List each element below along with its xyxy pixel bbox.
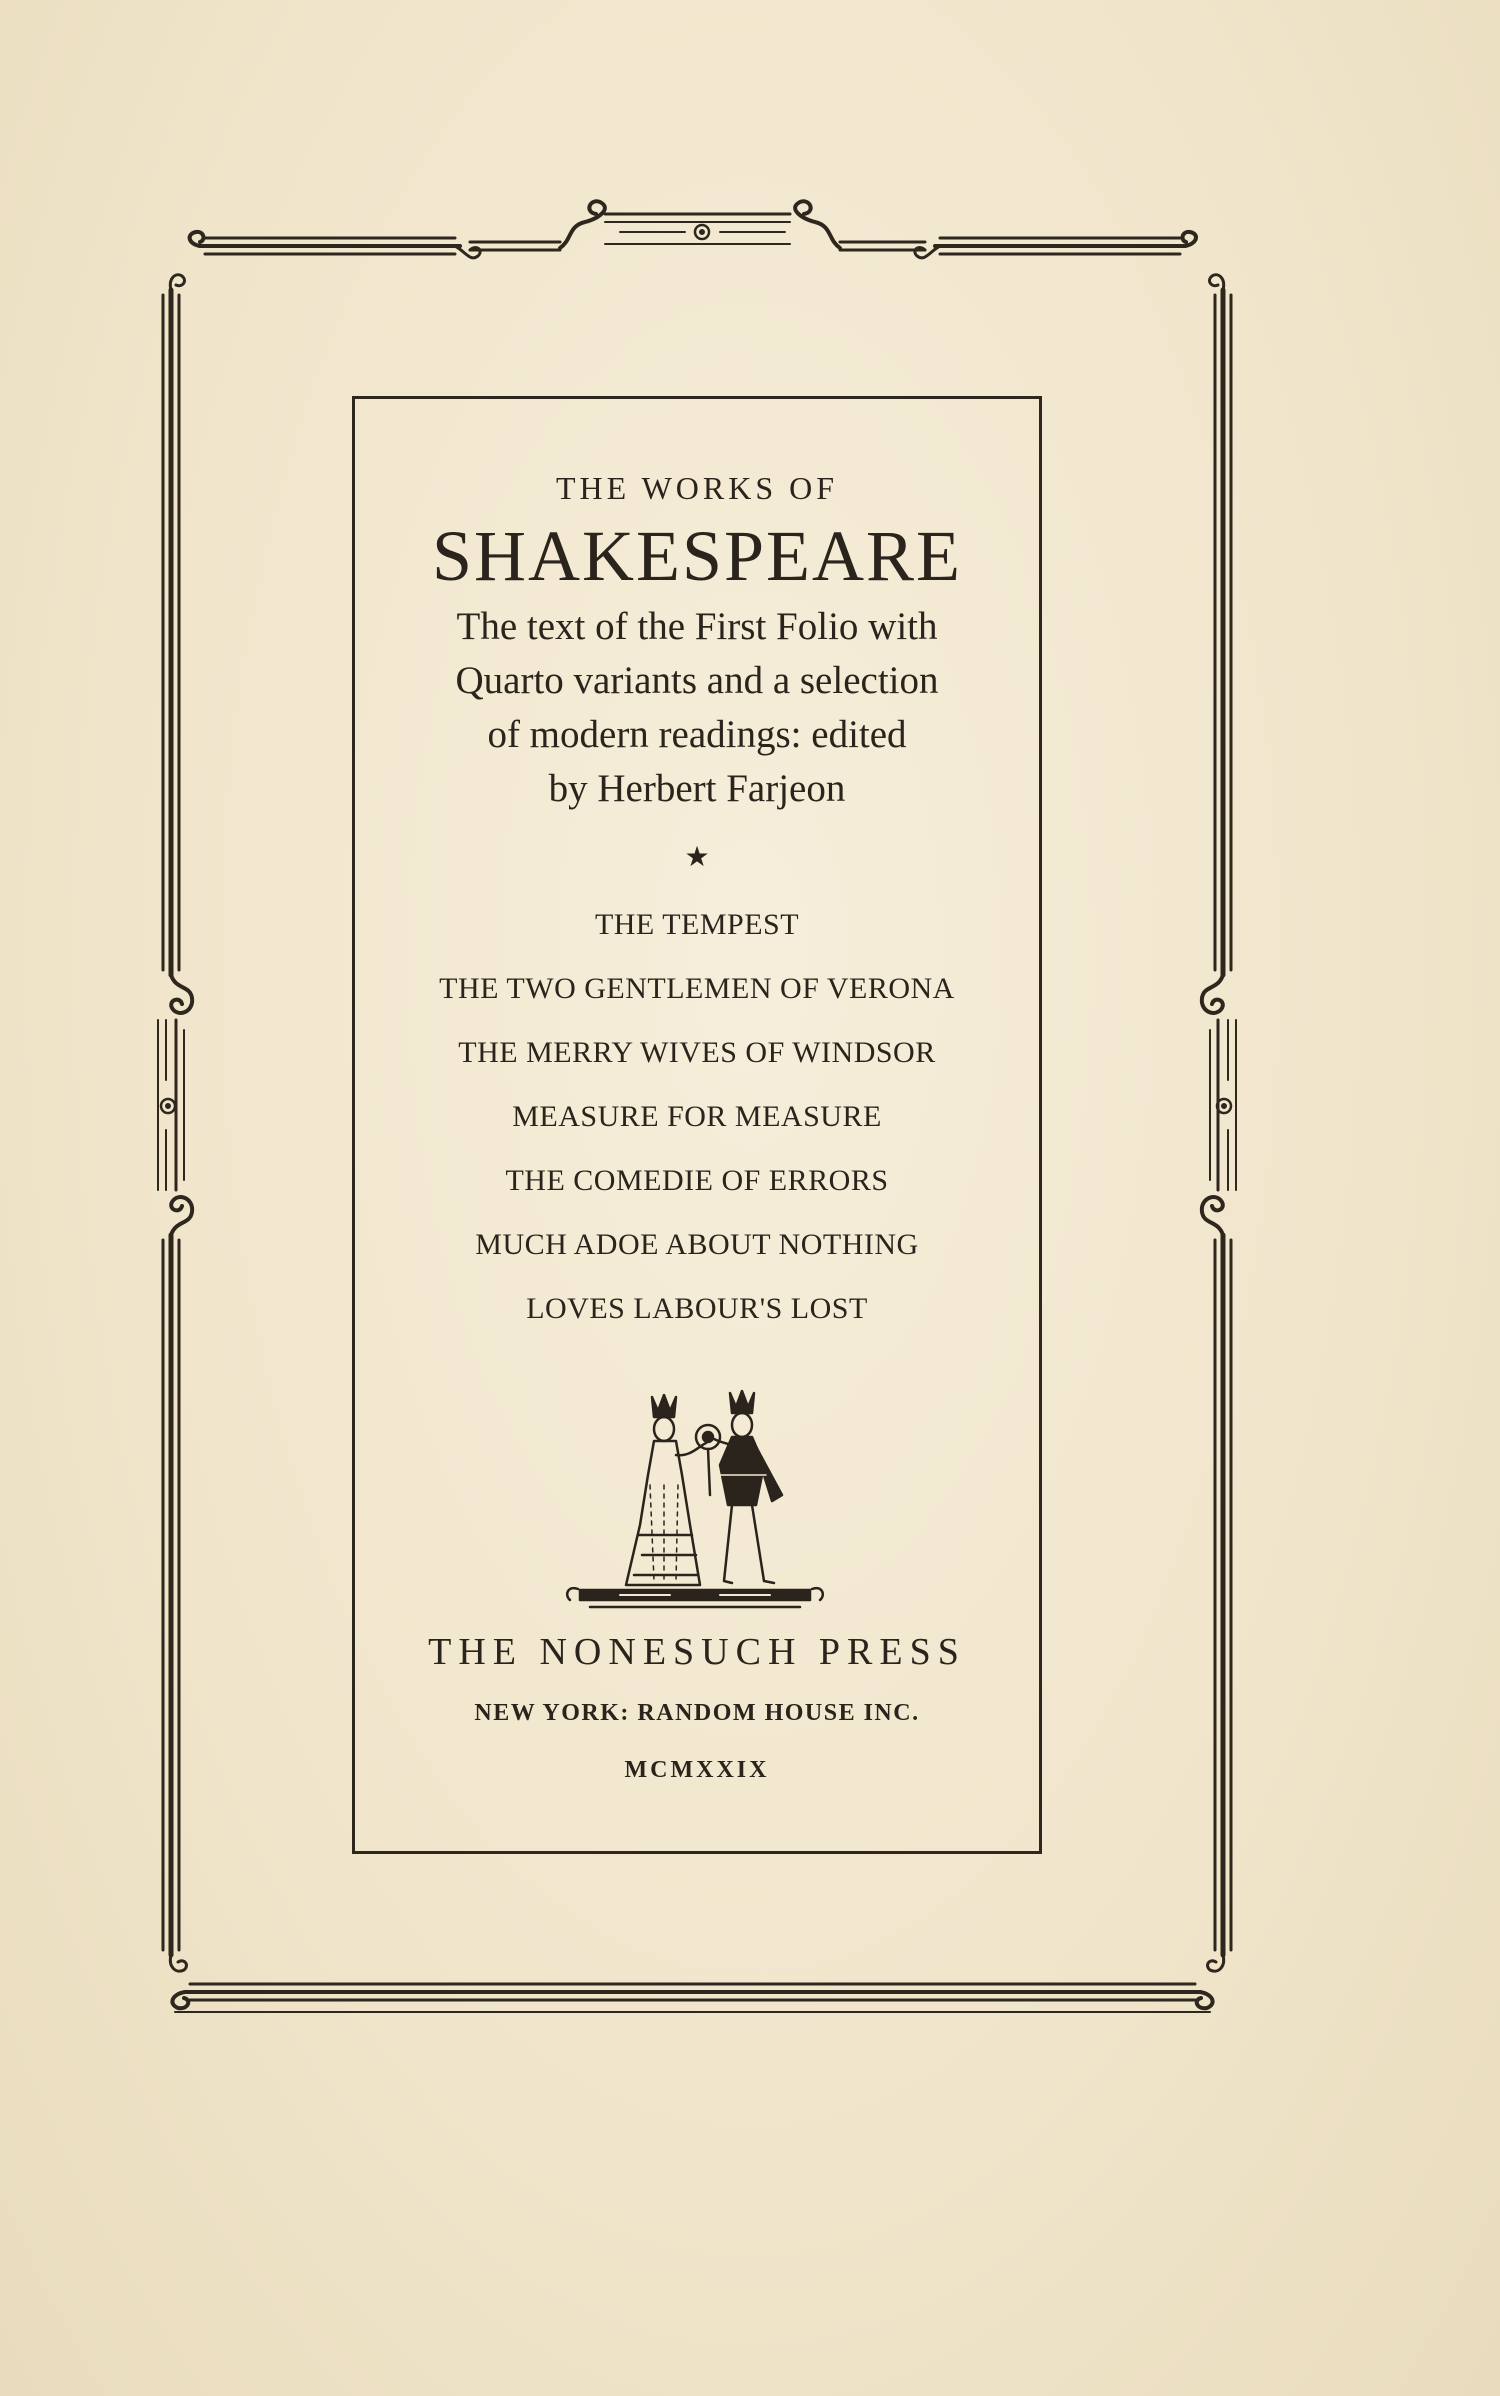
imprint-line: NEW YORK: RANDOM HOUSE INC. (474, 1700, 920, 1726)
play-title: MEASURE FOR MEASURE (512, 1100, 882, 1133)
author-title: SHAKESPEARE (431, 516, 963, 596)
publisher-name: THE NONESUCH PRESS (428, 1631, 966, 1673)
publication-year: MCMXXIX (624, 1757, 770, 1783)
subtitle-line: of modern readings: edited (487, 713, 907, 756)
series-heading: THE WORKS OF (555, 470, 839, 506)
play-title: LOVES LABOUR'S LOST (526, 1292, 868, 1325)
play-title: MUCH ADOE ABOUT NOTHING (475, 1228, 919, 1261)
printer-device-icon (560, 1385, 830, 1615)
play-title: THE MERRY WIVES OF WINDSOR (458, 1036, 936, 1069)
subtitle-line: Quarto variants and a selection (455, 659, 939, 702)
play-title: THE COMEDIE OF ERRORS (505, 1164, 889, 1197)
star-ornament: ★ (684, 842, 710, 873)
play-title: THE TEMPEST (594, 908, 800, 941)
subtitle-line: by Herbert Farjeon (548, 767, 846, 810)
play-title: THE TWO GENTLEMEN OF VERONA (439, 972, 955, 1005)
subtitle-line: The text of the First Folio with (456, 605, 938, 648)
